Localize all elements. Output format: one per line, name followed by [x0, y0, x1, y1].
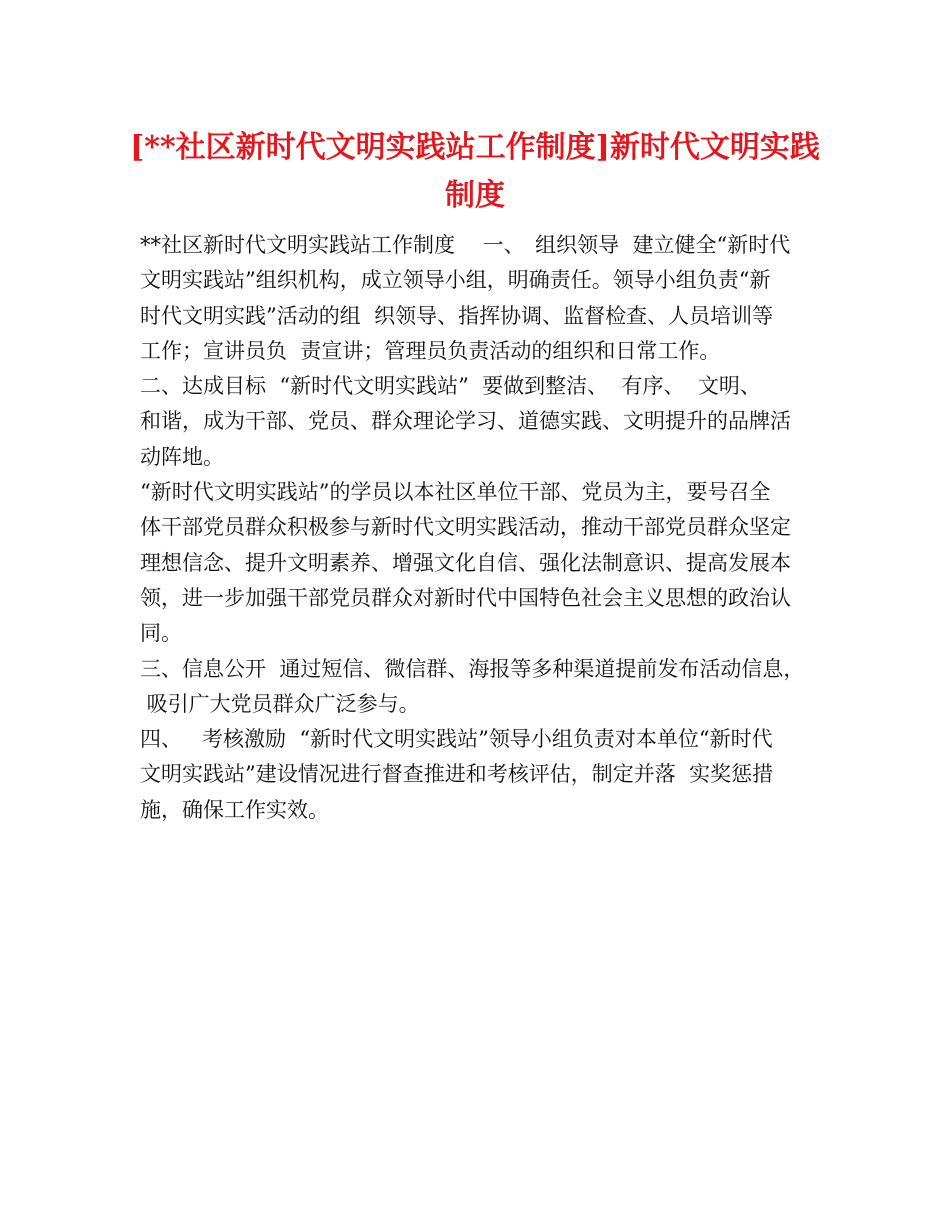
body-line: 二、达成目标 “新时代文明实践站” 要做到整洁、 有序、 文明、 [140, 374, 761, 399]
body-line: 动阵地。 [140, 444, 224, 469]
body-line: 时代文明实践”活动的组 织领导、指挥协调、监督检查、人员培训等 [140, 303, 774, 328]
body-line: 领，进一步加强干部党员群众对新时代中国特色社会主义思想的政治认 [140, 585, 791, 610]
body-line: 理想信念、提升文明素养、增强文化自信、强化法制意识、提高发展本 [140, 550, 791, 575]
document-body [140, 228, 820, 828]
document-title-line-1: [**社区新时代文明实践站工作制度]新时代文明实践 [130, 130, 820, 165]
body-line: 同。 [140, 621, 182, 646]
document-title-line-2: 制度 [445, 178, 505, 213]
body-line: 文明实践站”建设情况进行督查推进和考核评估，制定并落 实奖惩措 [140, 762, 774, 787]
body-line: 文明实践站”组织机构，成立领导小组，明确责任。领导小组负责“新 [140, 268, 771, 293]
body-line: 吸引广大党员群众广泛参与。 [140, 691, 420, 716]
body-line: 四、 考核激励 “新时代文明实践站”领导小组负责对本单位“新时代 [140, 727, 773, 752]
body-line: 施，确保工作实效。 [140, 797, 329, 822]
body-line: **社区新时代文明实践站工作制度 一、 组织领导 建立健全“新时代 [140, 233, 791, 257]
body-line: 和谐，成为干部、党员、群众理论学习、道德实践、文明提升的品牌活 [140, 409, 791, 434]
body-line: 工作；宣讲员负 责宣讲；管理员负责活动的组织和日常工作。 [140, 338, 721, 363]
body-line: 体干部党员群众积极参与新时代文明实践活动，推动干部党员群众坚定 [140, 515, 791, 540]
body-line: 三、信息公开 通过短信、微信群、海报等多种渠道提前发布活动信息， [140, 656, 805, 681]
body-line: “新时代文明实践站”的学员以本社区单位干部、党员为主，要号召全 [140, 480, 771, 505]
